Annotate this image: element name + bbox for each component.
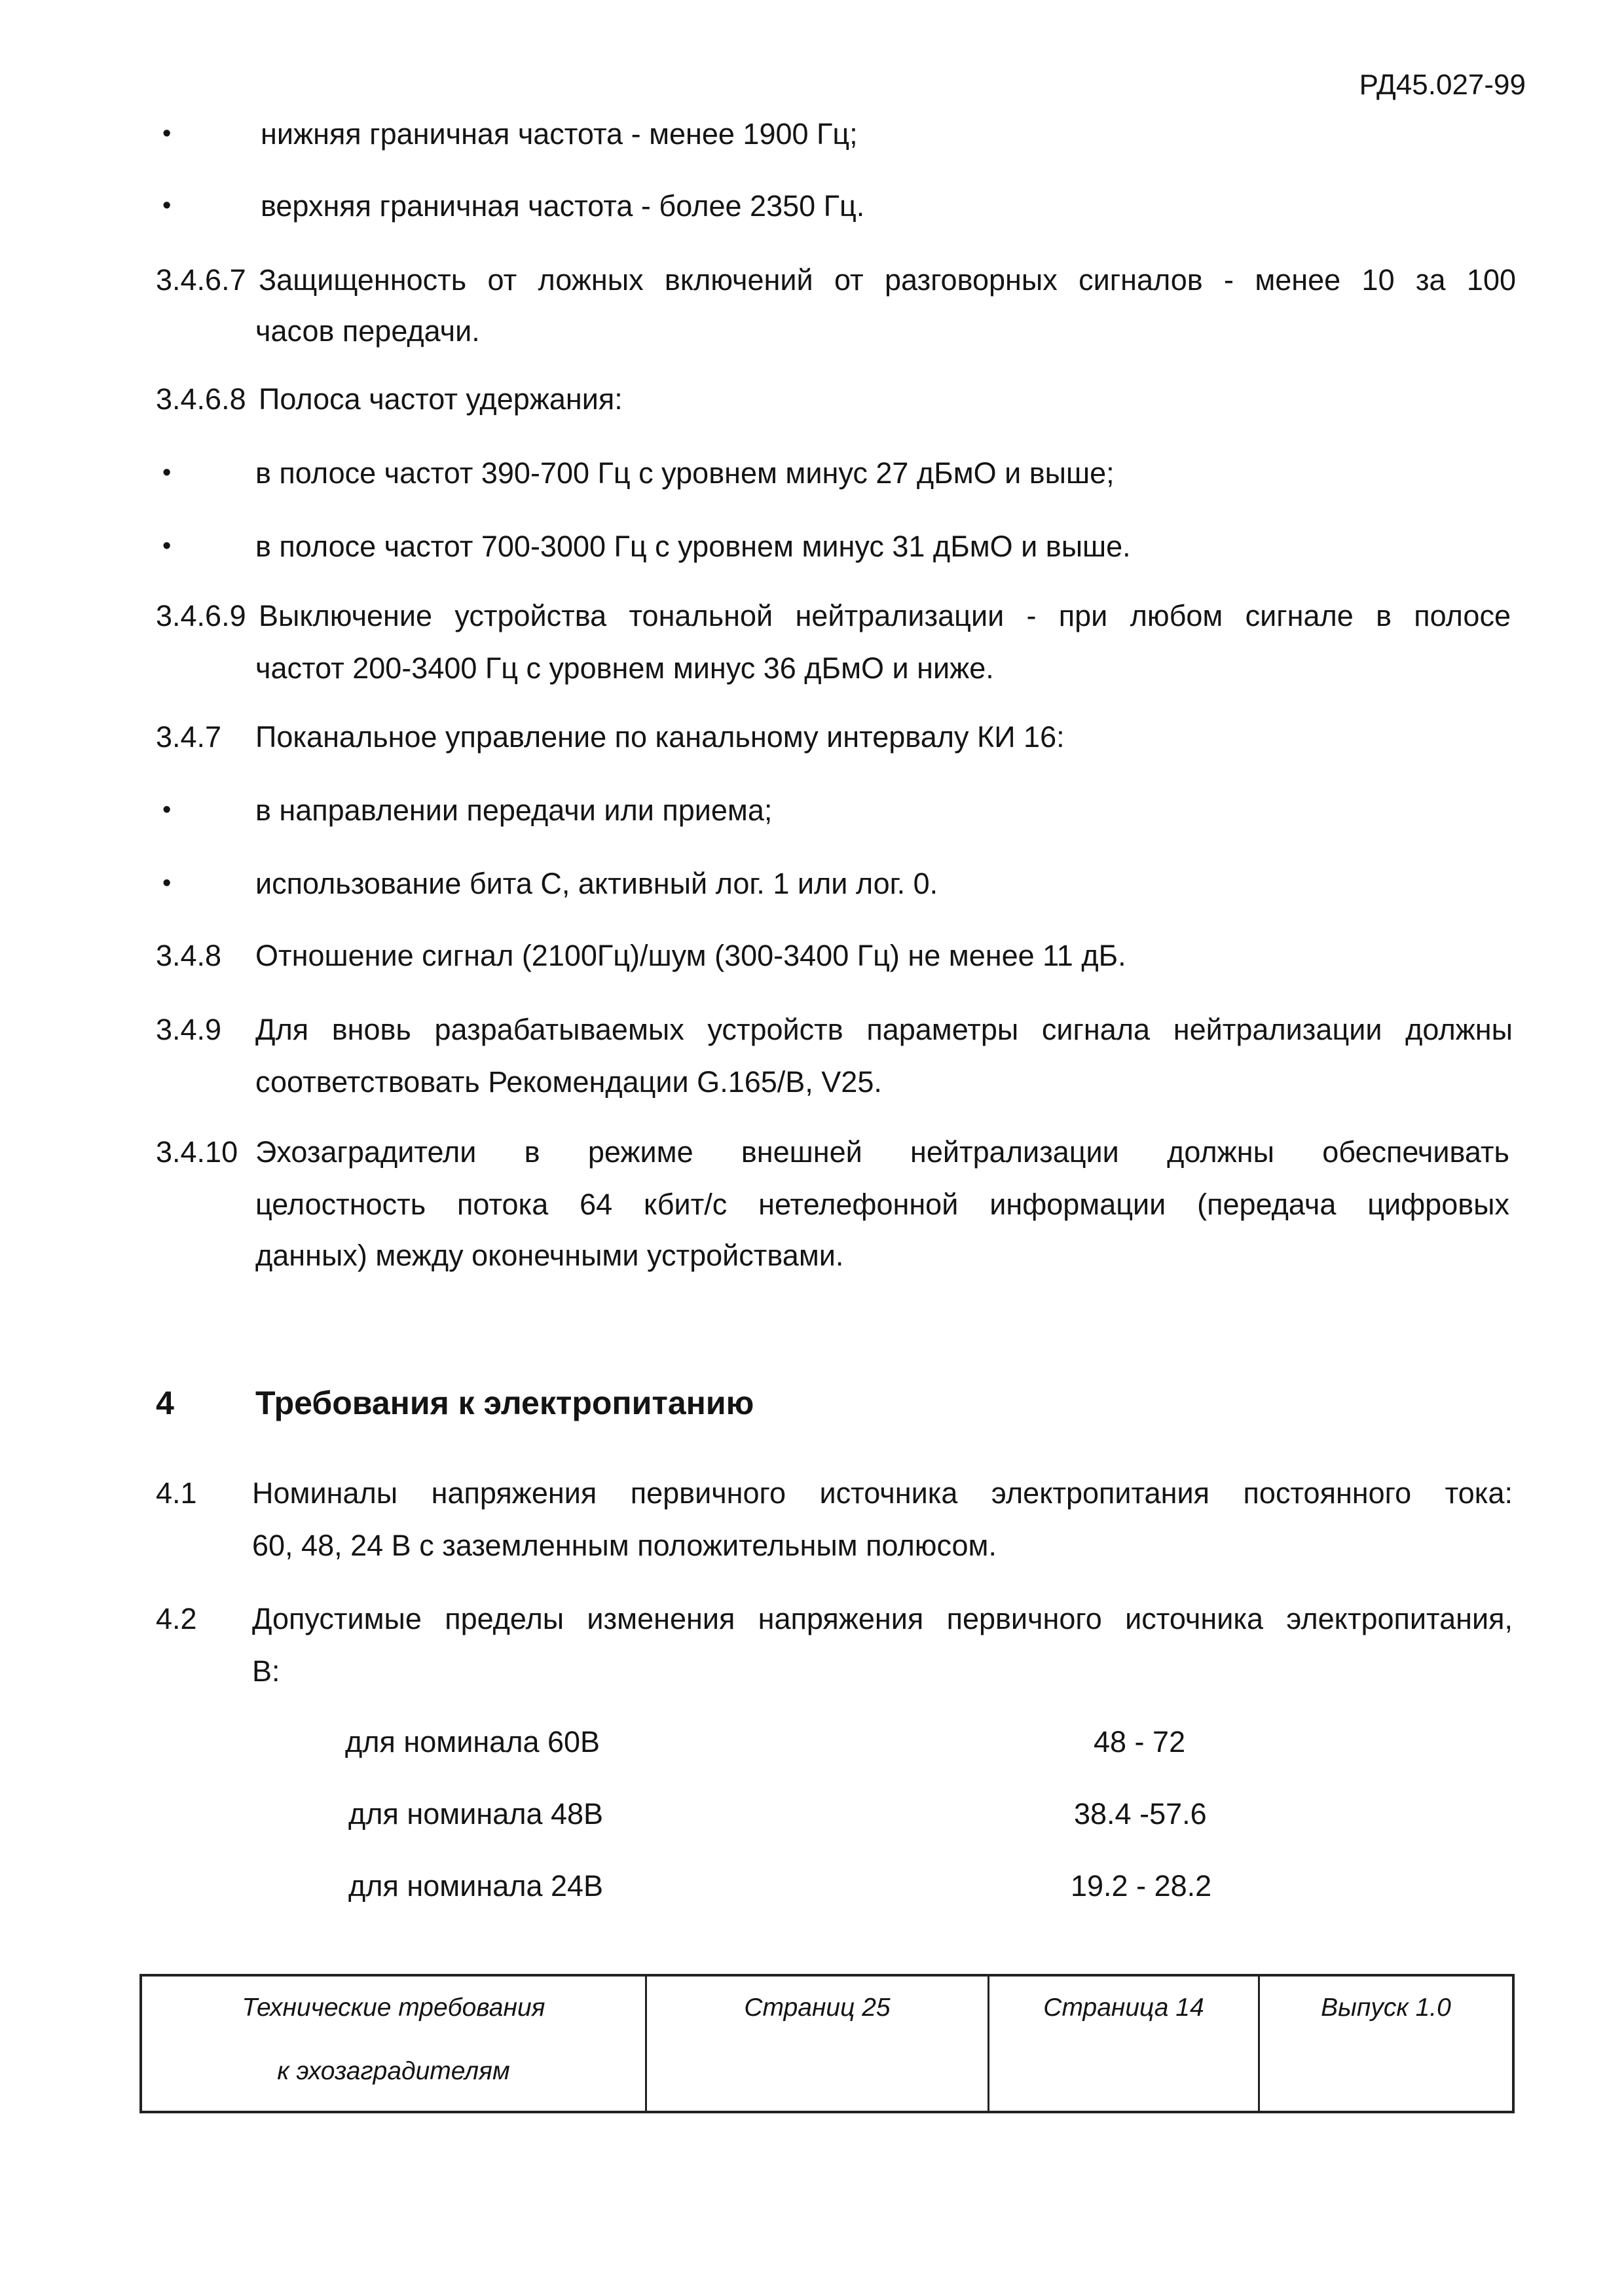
clause-text: 60, 48, 24 В с заземленным положительным полюсом. <box>252 1529 997 1562</box>
clause-text: Номиналы напряжения первичного источника электропитания постоянного тока: <box>252 1476 1513 1510</box>
list-item: нижняя граничная частота - менее 1900 Гц; <box>261 117 858 151</box>
clause-text: Отношение сигнал (2100Гц)/шум (300-3400 Гц) не менее 11 дБ. <box>255 939 1126 972</box>
clause-text: Для вновь разрабатываемых устройств параметры сигнала нейтрализации должны <box>255 1013 1513 1046</box>
voltage-range: 48 - 72 <box>1094 1725 1186 1758</box>
list-item: верхняя граничная частота - более 2350 Гц. <box>261 189 865 223</box>
clause-number: 3.4.8 <box>156 939 222 972</box>
bullet-marker: • <box>162 796 172 824</box>
clause-number: 3.4.6.9 <box>156 599 246 632</box>
footer-title-line: Технические требования <box>242 1994 545 2022</box>
clause-text: Выключение устройства тональной нейтрализации - при любом сигнале в полосе <box>259 599 1511 632</box>
footer-stamp <box>139 1974 1515 2113</box>
clause-number: 4.2 <box>156 1602 197 1635</box>
clause-text: Эхозаградители в режиме внешней нейтрализации должны обеспечивать <box>255 1135 1509 1169</box>
footer-page-current <box>989 1975 1259 2112</box>
footer-pages-total-text: Страниц 25 <box>744 1994 891 2022</box>
section-number: 4 <box>156 1385 174 1421</box>
section-title: Требования к электропитанию <box>255 1385 754 1421</box>
bullet-marker: • <box>162 459 172 486</box>
footer-pages-total <box>646 1975 989 2112</box>
footer-page-current-text: Страница 14 <box>1043 1994 1204 2022</box>
clause-text: В: <box>252 1654 280 1688</box>
voltage-label: для номинала 60В <box>345 1725 600 1758</box>
voltage-range: 38.4 -57.6 <box>1074 1797 1207 1831</box>
clause-number: 3.4.9 <box>156 1013 222 1046</box>
clause-text: Поканальное управление по канальному интервалу КИ 16: <box>255 720 1065 754</box>
list-item: использование бита С, активный лог. 1 или лог. 0. <box>255 867 938 900</box>
clause-number: 4.1 <box>156 1476 197 1510</box>
clause-text: частот 200-3400 Гц с уровнем минус 36 дБмО и ниже. <box>255 651 994 685</box>
footer-document-title <box>141 1975 646 2112</box>
clause-number: 3.4.10 <box>156 1135 238 1169</box>
list-item: в направлении передачи или приема; <box>255 793 773 827</box>
clause-number: 3.4.7 <box>156 720 222 754</box>
footer-title-line: к эхозаградителям <box>277 2057 510 2085</box>
clause-number: 3.4.6.8 <box>156 382 246 416</box>
voltage-label: для номинала 24В <box>348 1869 604 1903</box>
list-item: в полосе частот 700-3000 Гц с уровнем минус 31 дБмО и выше. <box>255 530 1131 563</box>
clause-text: Защищенность от ложных включений от разговорных сигналов - менее 10 за 100 <box>259 263 1516 297</box>
clause-number: 3.4.6.7 <box>156 263 246 297</box>
clause-text: данных) между оконечными устройствами. <box>255 1239 844 1272</box>
voltage-label: для номинала 48В <box>348 1797 604 1831</box>
clause-text: Допустимые пределы изменения напряжения первичного источника электропитания, <box>252 1602 1513 1635</box>
clause-text: Полоса частот удержания: <box>259 382 623 416</box>
footer-release <box>1259 1975 1514 2112</box>
footer-release-text: Выпуск 1.0 <box>1321 1994 1451 2022</box>
bullet-marker: • <box>162 869 172 897</box>
clause-text: целостность потока 64 кбит/с нетелефонной информации (передача цифровых <box>255 1188 1509 1221</box>
voltage-range: 19.2 - 28.2 <box>1071 1869 1212 1903</box>
list-item: в полосе частот 390-700 Гц с уровнем минус 27 дБмО и выше; <box>255 456 1115 490</box>
bullet-marker: • <box>162 532 172 560</box>
clause-text: соответствовать Рекомендации G.165/B, V25. <box>255 1065 882 1099</box>
document-code: РД45.027-99 <box>1359 69 1526 101</box>
bullet-marker: • <box>162 192 172 219</box>
clause-text: часов передачи. <box>255 314 480 348</box>
bullet-marker: • <box>162 120 172 147</box>
